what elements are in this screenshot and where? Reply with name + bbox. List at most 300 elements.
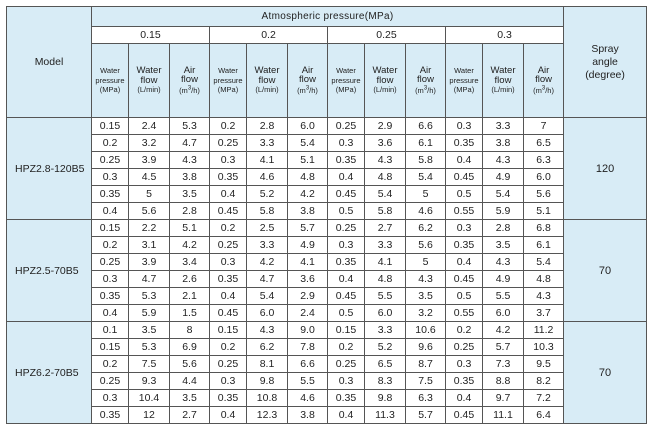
data-cell: 5.7 bbox=[483, 339, 524, 356]
air-flow-header-line: Air bbox=[183, 64, 196, 76]
data-cell: 4.2 bbox=[247, 254, 288, 271]
data-cell: 4.2 bbox=[288, 186, 328, 203]
data-cell: 5.6 bbox=[524, 186, 564, 203]
data-cell: 6.9 bbox=[170, 339, 210, 356]
spray-angle-value: 120 bbox=[564, 118, 647, 220]
air-flow-header-line: $(m^3/h)$ bbox=[179, 85, 200, 95]
table-row bbox=[7, 186, 647, 203]
data-cell: 0.5 bbox=[328, 203, 365, 220]
data-cell: 4.9 bbox=[483, 271, 524, 288]
water-pressure-header-line: (MPa) bbox=[335, 85, 357, 95]
data-cell: 8 bbox=[170, 322, 210, 339]
data-cell: 3.6 bbox=[288, 271, 328, 288]
data-cell: 0.2 bbox=[446, 322, 483, 339]
data-cell: 5.4 bbox=[483, 186, 524, 203]
data-cell: 5.3 bbox=[170, 118, 210, 135]
data-cell: 5.2 bbox=[247, 186, 288, 203]
data-cell: 7.2 bbox=[524, 390, 564, 407]
data-cell: 5.1 bbox=[170, 220, 210, 237]
water-flow-header-line: flow bbox=[376, 74, 394, 86]
table-row bbox=[7, 169, 647, 186]
data-cell: 0.35 bbox=[328, 254, 365, 271]
data-cell: 6.2 bbox=[406, 220, 446, 237]
data-cell: 0.35 bbox=[446, 373, 483, 390]
water-pressure-header bbox=[210, 44, 247, 118]
data-cell: 0.3 bbox=[92, 169, 129, 186]
data-cell: 8.8 bbox=[483, 373, 524, 390]
data-cell: 0.3 bbox=[210, 373, 247, 390]
data-cell: 0.25 bbox=[92, 152, 129, 169]
data-cell: 9.6 bbox=[406, 339, 446, 356]
data-cell: 1.5 bbox=[170, 305, 210, 322]
data-cell: 3.2 bbox=[129, 135, 170, 152]
water-pressure-header bbox=[446, 44, 483, 118]
data-cell: 3.4 bbox=[170, 254, 210, 271]
table-row bbox=[7, 152, 647, 169]
data-cell: 10.8 bbox=[247, 390, 288, 407]
spray-angle-header-line1: Spray bbox=[591, 42, 619, 55]
data-cell: 0.25 bbox=[328, 356, 365, 373]
data-cell: 6.5 bbox=[365, 356, 406, 373]
data-cell: 6.3 bbox=[406, 390, 446, 407]
data-cell: 0.4 bbox=[328, 169, 365, 186]
spray-angle-value: 70 bbox=[564, 220, 647, 322]
data-cell: 0.35 bbox=[210, 271, 247, 288]
data-cell: 5.3 bbox=[129, 339, 170, 356]
data-cell: 3.9 bbox=[129, 254, 170, 271]
data-cell: 3.2 bbox=[406, 305, 446, 322]
data-cell: 10.6 bbox=[406, 322, 446, 339]
air-flow-header-line: Air bbox=[301, 64, 314, 76]
data-cell: 10.4 bbox=[129, 390, 170, 407]
data-cell: 3.5 bbox=[483, 237, 524, 254]
data-cell: 0.35 bbox=[92, 288, 129, 305]
data-cell: 3.3 bbox=[483, 118, 524, 135]
data-cell: 4.7 bbox=[247, 271, 288, 288]
data-cell: 6.6 bbox=[288, 356, 328, 373]
water-pressure-header-line: Water bbox=[100, 66, 120, 76]
data-cell: 9.5 bbox=[524, 356, 564, 373]
data-cell: 4.9 bbox=[288, 237, 328, 254]
data-cell: 6.4 bbox=[524, 407, 564, 424]
data-cell: 8.3 bbox=[365, 373, 406, 390]
table-row bbox=[7, 373, 647, 390]
pressure-header: 0.3 bbox=[446, 27, 564, 44]
data-cell: 5.1 bbox=[524, 203, 564, 220]
data-cell: 4.6 bbox=[247, 169, 288, 186]
data-cell: 5.8 bbox=[365, 203, 406, 220]
superscript: 3 bbox=[541, 85, 546, 92]
data-cell: 4.8 bbox=[365, 169, 406, 186]
data-cell: 6.1 bbox=[406, 135, 446, 152]
data-cell: 12 bbox=[129, 407, 170, 424]
data-cell: 3.1 bbox=[129, 237, 170, 254]
data-cell: 0.5 bbox=[446, 288, 483, 305]
data-cell: 0.25 bbox=[328, 220, 365, 237]
data-cell: 0.25 bbox=[92, 254, 129, 271]
data-cell: 0.25 bbox=[92, 373, 129, 390]
water-flow-header-line: Water bbox=[372, 65, 398, 77]
data-cell: 5.6 bbox=[170, 356, 210, 373]
data-cell: 9.8 bbox=[247, 373, 288, 390]
data-cell: 5 bbox=[406, 186, 446, 203]
data-cell: 2.4 bbox=[288, 305, 328, 322]
data-cell: 6.2 bbox=[247, 339, 288, 356]
data-cell: 9.0 bbox=[288, 322, 328, 339]
data-cell: 4.7 bbox=[129, 271, 170, 288]
data-cell: 4.3 bbox=[170, 152, 210, 169]
data-cell: 4.3 bbox=[483, 152, 524, 169]
data-cell: 0.45 bbox=[210, 203, 247, 220]
data-cell: 6.1 bbox=[524, 237, 564, 254]
data-cell: 5 bbox=[406, 254, 446, 271]
data-cell: 2.5 bbox=[247, 220, 288, 237]
data-cell: 7.5 bbox=[129, 356, 170, 373]
data-cell: 0.1 bbox=[92, 322, 129, 339]
data-cell: 5.8 bbox=[247, 203, 288, 220]
data-cell: 2.4 bbox=[129, 118, 170, 135]
data-cell: 4.5 bbox=[129, 169, 170, 186]
data-cell: 4.1 bbox=[365, 254, 406, 271]
data-cell: 5.2 bbox=[365, 339, 406, 356]
data-cell: 9.7 bbox=[483, 390, 524, 407]
table-row bbox=[7, 237, 647, 254]
data-cell: 5.8 bbox=[406, 152, 446, 169]
data-cell: 4.8 bbox=[288, 169, 328, 186]
data-cell: 5 bbox=[129, 186, 170, 203]
water-flow-header bbox=[129, 44, 170, 118]
superscript: 3 bbox=[305, 85, 310, 92]
data-cell: 3.8 bbox=[288, 203, 328, 220]
data-cell: 8.2 bbox=[524, 373, 564, 390]
data-cell: 2.6 bbox=[170, 271, 210, 288]
water-flow-header-line: Water bbox=[254, 65, 280, 77]
data-cell: 0.15 bbox=[92, 118, 129, 135]
spray-angle-value: 70 bbox=[564, 322, 647, 424]
data-cell: 4.3 bbox=[247, 322, 288, 339]
data-cell: 0.45 bbox=[446, 407, 483, 424]
data-cell: 5.7 bbox=[406, 407, 446, 424]
atmospheric-pressure-header: Atmospheric pressure(MPa) bbox=[92, 7, 564, 27]
water-flow-header-line: (L/min) bbox=[491, 85, 515, 95]
data-cell: 4.6 bbox=[406, 203, 446, 220]
data-cell: 4.8 bbox=[365, 271, 406, 288]
data-cell: 4.8 bbox=[524, 271, 564, 288]
data-cell: 2.1 bbox=[170, 288, 210, 305]
data-cell: 5.9 bbox=[129, 305, 170, 322]
data-cell: 0.25 bbox=[210, 135, 247, 152]
data-cell: 6.0 bbox=[247, 305, 288, 322]
data-cell: 0.2 bbox=[92, 356, 129, 373]
data-cell: 7.3 bbox=[483, 356, 524, 373]
data-cell: 4.7 bbox=[170, 135, 210, 152]
data-cell: 0.4 bbox=[210, 288, 247, 305]
data-cell: 5.3 bbox=[129, 288, 170, 305]
data-cell: 0.4 bbox=[328, 407, 365, 424]
superscript: 3 bbox=[187, 85, 192, 92]
data-cell: 0.45 bbox=[446, 271, 483, 288]
data-cell: 0.4 bbox=[92, 305, 129, 322]
water-pressure-header-line: pressure bbox=[95, 75, 125, 85]
data-cell: 0.45 bbox=[328, 186, 365, 203]
data-cell: 9.3 bbox=[129, 373, 170, 390]
data-cell: 0.3 bbox=[328, 135, 365, 152]
water-pressure-header-line: Water bbox=[218, 66, 238, 76]
data-cell: 0.25 bbox=[328, 118, 365, 135]
data-cell: 0.45 bbox=[210, 305, 247, 322]
data-cell: 0.35 bbox=[446, 135, 483, 152]
water-flow-header-line: Water bbox=[490, 65, 516, 77]
water-flow-header bbox=[483, 44, 524, 118]
data-cell: 5.4 bbox=[247, 288, 288, 305]
data-cell: 0.45 bbox=[328, 288, 365, 305]
data-cell: 6.5 bbox=[524, 135, 564, 152]
data-cell: 4.3 bbox=[365, 152, 406, 169]
data-cell: 3.3 bbox=[365, 322, 406, 339]
data-cell: 0.3 bbox=[92, 390, 129, 407]
data-cell: 0.4 bbox=[446, 390, 483, 407]
air-flow-header-line: $(m^3/h)$ bbox=[297, 85, 318, 95]
data-cell: 0.25 bbox=[210, 356, 247, 373]
data-cell: 0.35 bbox=[328, 390, 365, 407]
data-cell: 0.2 bbox=[210, 220, 247, 237]
data-cell: 6.0 bbox=[365, 305, 406, 322]
water-pressure-header-line: (MPa) bbox=[99, 85, 121, 95]
data-cell: 5.5 bbox=[365, 288, 406, 305]
data-cell: 2.8 bbox=[170, 203, 210, 220]
water-flow-header-line: (L/min) bbox=[373, 85, 397, 95]
data-cell: 0.35 bbox=[446, 237, 483, 254]
table-row bbox=[7, 203, 647, 220]
table-row bbox=[7, 339, 647, 356]
data-cell: 0.4 bbox=[210, 407, 247, 424]
air-flow-header bbox=[288, 44, 328, 118]
data-cell: 5.7 bbox=[288, 220, 328, 237]
data-cell: 6.0 bbox=[288, 118, 328, 135]
water-pressure-header-line: (MPa) bbox=[217, 85, 239, 95]
nozzle-spec-table bbox=[6, 6, 647, 424]
data-cell: 0.35 bbox=[210, 169, 247, 186]
data-cell: 0.4 bbox=[446, 254, 483, 271]
data-cell: 0.3 bbox=[328, 237, 365, 254]
data-cell: 0.35 bbox=[210, 390, 247, 407]
pressure-header: 0.15 bbox=[92, 27, 210, 44]
water-pressure-header-line: (MPa) bbox=[453, 85, 475, 95]
table-row bbox=[7, 305, 647, 322]
air-flow-header-line: flow bbox=[181, 74, 198, 85]
data-cell: 2.9 bbox=[288, 288, 328, 305]
data-cell: 0.5 bbox=[446, 186, 483, 203]
data-cell: 7 bbox=[524, 118, 564, 135]
data-cell: 3.5 bbox=[129, 322, 170, 339]
air-flow-header-line: Air bbox=[419, 64, 432, 76]
data-cell: 0.3 bbox=[446, 118, 483, 135]
model-name: HPZ2.8-120B5 bbox=[7, 118, 92, 220]
data-cell: 0.4 bbox=[210, 186, 247, 203]
data-cell: 3.8 bbox=[483, 135, 524, 152]
data-cell: 7.8 bbox=[288, 339, 328, 356]
table-row bbox=[7, 271, 647, 288]
data-cell: 0.35 bbox=[92, 186, 129, 203]
data-cell: 3.9 bbox=[129, 152, 170, 169]
data-cell: 0.15 bbox=[92, 220, 129, 237]
table-row bbox=[7, 118, 647, 135]
air-flow-header-line: flow bbox=[535, 74, 552, 85]
water-pressure-header-line: Water bbox=[336, 66, 356, 76]
data-cell: 5.6 bbox=[406, 237, 446, 254]
data-cell: 0.15 bbox=[92, 339, 129, 356]
data-cell: 0.2 bbox=[92, 237, 129, 254]
water-flow-header bbox=[247, 44, 288, 118]
table-row bbox=[7, 322, 647, 339]
data-cell: 2.7 bbox=[365, 220, 406, 237]
water-flow-header-line: flow bbox=[140, 74, 158, 86]
spray-angle-header-line2: angle bbox=[592, 55, 618, 68]
air-flow-header-line: flow bbox=[417, 74, 434, 85]
data-cell: 0.3 bbox=[328, 373, 365, 390]
data-cell: 0.15 bbox=[328, 322, 365, 339]
data-cell: 11.1 bbox=[483, 407, 524, 424]
table-row bbox=[7, 356, 647, 373]
spray-angle-header-line3: (degree) bbox=[585, 68, 625, 81]
data-cell: 3.5 bbox=[170, 390, 210, 407]
data-cell: 0.15 bbox=[210, 322, 247, 339]
data-cell: 3.3 bbox=[247, 237, 288, 254]
data-cell: 2.9 bbox=[365, 118, 406, 135]
air-flow-header-line: flow bbox=[299, 74, 316, 85]
data-cell: 0.55 bbox=[446, 305, 483, 322]
water-flow-header-line: flow bbox=[258, 74, 276, 86]
data-cell: 0.3 bbox=[446, 356, 483, 373]
model-name: HPZ6.2-70B5 bbox=[7, 322, 92, 424]
data-cell: 0.55 bbox=[446, 203, 483, 220]
data-cell: 5.4 bbox=[524, 254, 564, 271]
data-cell: 8.1 bbox=[247, 356, 288, 373]
data-cell: 6.6 bbox=[406, 118, 446, 135]
data-cell: 3.3 bbox=[365, 237, 406, 254]
data-cell: 0.25 bbox=[446, 339, 483, 356]
table-row bbox=[7, 390, 647, 407]
water-flow-header-line: Water bbox=[136, 65, 162, 77]
data-cell: 10.3 bbox=[524, 339, 564, 356]
air-flow-header bbox=[170, 44, 210, 118]
data-cell: 4.6 bbox=[288, 390, 328, 407]
water-pressure-header bbox=[328, 44, 365, 118]
data-cell: 0.4 bbox=[92, 203, 129, 220]
data-cell: 5.5 bbox=[483, 288, 524, 305]
data-cell: 0.2 bbox=[328, 339, 365, 356]
data-cell: 4.1 bbox=[288, 254, 328, 271]
data-cell: 11.3 bbox=[365, 407, 406, 424]
data-cell: 4.3 bbox=[483, 254, 524, 271]
water-pressure-header-line: pressure bbox=[449, 75, 479, 85]
data-cell: 5.9 bbox=[483, 203, 524, 220]
table-row bbox=[7, 288, 647, 305]
data-cell: 4.2 bbox=[170, 237, 210, 254]
water-pressure-header-line: pressure bbox=[213, 75, 243, 85]
table-row bbox=[7, 135, 647, 152]
data-cell: 4.3 bbox=[524, 288, 564, 305]
water-pressure-header bbox=[92, 44, 129, 118]
water-flow-header-line: (L/min) bbox=[255, 85, 279, 95]
water-flow-header-line: (L/min) bbox=[137, 85, 161, 95]
data-cell: 3.6 bbox=[365, 135, 406, 152]
table-row bbox=[7, 220, 647, 237]
data-cell: 4.4 bbox=[170, 373, 210, 390]
data-cell: 3.3 bbox=[247, 135, 288, 152]
data-cell: 5.4 bbox=[406, 169, 446, 186]
data-cell: 0.3 bbox=[210, 152, 247, 169]
data-cell: 2.8 bbox=[483, 220, 524, 237]
pressure-header: 0.2 bbox=[210, 27, 328, 44]
water-pressure-header-line: Water bbox=[454, 66, 474, 76]
data-cell: 0.45 bbox=[446, 169, 483, 186]
data-cell: 9.8 bbox=[365, 390, 406, 407]
data-cell: 11.2 bbox=[524, 322, 564, 339]
data-cell: 0.4 bbox=[328, 271, 365, 288]
data-cell: 5.4 bbox=[365, 186, 406, 203]
air-flow-header-line: Air bbox=[537, 64, 550, 76]
data-cell: 0.3 bbox=[210, 254, 247, 271]
data-cell: 8.7 bbox=[406, 356, 446, 373]
data-cell: 6.8 bbox=[524, 220, 564, 237]
data-cell: 4.9 bbox=[483, 169, 524, 186]
data-cell: 2.7 bbox=[170, 407, 210, 424]
air-flow-header-line: $(m^3/h)$ bbox=[415, 85, 436, 95]
data-cell: 0.2 bbox=[210, 339, 247, 356]
data-cell: 3.8 bbox=[288, 407, 328, 424]
pressure-header: 0.25 bbox=[328, 27, 446, 44]
superscript: 3 bbox=[423, 85, 428, 92]
data-cell: 3.8 bbox=[170, 169, 210, 186]
data-cell: 0.3 bbox=[446, 220, 483, 237]
data-cell: 12.3 bbox=[247, 407, 288, 424]
data-cell: 0.4 bbox=[446, 152, 483, 169]
water-flow-header bbox=[365, 44, 406, 118]
data-cell: 4.1 bbox=[247, 152, 288, 169]
data-cell: 6.0 bbox=[483, 305, 524, 322]
data-cell: 5.6 bbox=[129, 203, 170, 220]
data-cell: 0.35 bbox=[92, 407, 129, 424]
data-cell: 0.35 bbox=[328, 152, 365, 169]
data-cell: 2.8 bbox=[247, 118, 288, 135]
data-cell: 0.25 bbox=[210, 237, 247, 254]
model-name: HPZ2.5-70B5 bbox=[7, 220, 92, 322]
air-flow-header-line: $(m^3/h)$ bbox=[533, 85, 554, 95]
spray-angle-header bbox=[564, 7, 647, 118]
table-row bbox=[7, 254, 647, 271]
water-flow-header-line: flow bbox=[494, 74, 512, 86]
data-cell: 5.5 bbox=[288, 373, 328, 390]
air-flow-header bbox=[524, 44, 564, 118]
data-cell: 4.2 bbox=[483, 322, 524, 339]
model-header: Model bbox=[7, 7, 92, 118]
data-cell: 3.7 bbox=[524, 305, 564, 322]
data-cell: 0.2 bbox=[210, 118, 247, 135]
data-cell: 5.1 bbox=[288, 152, 328, 169]
data-cell: 7.5 bbox=[406, 373, 446, 390]
data-cell: 6.0 bbox=[524, 169, 564, 186]
data-cell: 0.5 bbox=[328, 305, 365, 322]
table-row bbox=[7, 407, 647, 424]
data-cell: 3.5 bbox=[406, 288, 446, 305]
data-cell: 3.5 bbox=[170, 186, 210, 203]
water-pressure-header-line: pressure bbox=[331, 75, 361, 85]
data-cell: 0.2 bbox=[92, 135, 129, 152]
air-flow-header bbox=[406, 44, 446, 118]
data-cell: 4.3 bbox=[406, 271, 446, 288]
data-cell: 0.3 bbox=[92, 271, 129, 288]
